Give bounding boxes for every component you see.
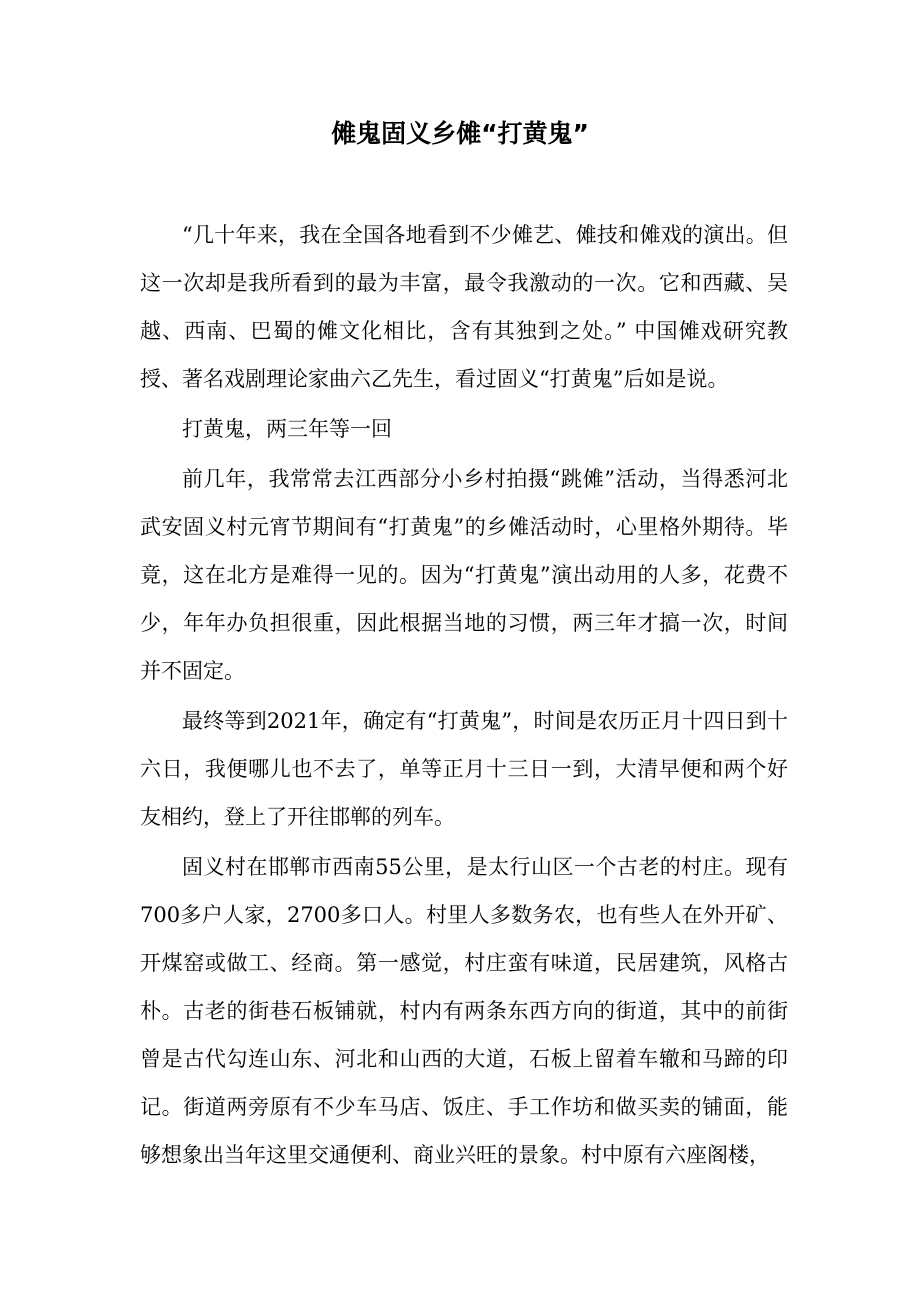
document-title: 傩鬼固义乡傩“打黄鬼” — [331, 119, 589, 148]
paragraph-village: 固义村在邯郸市西南55公里，是太行山区一个古老的村庄。现有700多户人家，2700多口人。村里人多数务农，也有些人在外开矿、开煤窑或做工、经商。第一感觉，村庄蛮有味道，民居建筑，风格古朴。古老的街巷石板铺就，村内有两条东西方向的街道，其中的前街曾是古代勾连山东、河北和山西的大道，石板上留着车辙和马蹄的印记。街道两旁原有不少车马店、饭庄、手工作坊和做买卖的铺面，能够想象出当年这里交通便利、商业兴旺的景象。村中原有六座阁楼， — [140, 855, 788, 1167]
section-heading: 打黄鬼，两三年等一回 — [182, 417, 392, 441]
paragraph-quote: “几十年来，我在全国各地看到不少傩艺、傩技和傩戏的演出。但这一次却是我所看到的最为丰富，最令我激动的一次。它和西藏、吴越、西南、巴蜀的傩文化相比，含有其独到之处。” 中国傩戏研究教授、著名戏剧理论家曲六乙先生，看过固义“打黄鬼”后如是说。 — [140, 223, 788, 391]
paragraph-journey: 最终等到2021年，确定有“打黄鬼”，时间是农历正月十四日到十六日，我便哪儿也不去了，单等正月十三日一到，大清早便和两个好友相约，登上了开往邯郸的列车。 — [140, 709, 788, 829]
paragraph-background: 前几年，我常常去江西部分小乡村拍摄“跳傩”活动，当得悉河北武安固义村元宵节期间有“打黄鬼”的乡傩活动时，心里格外期待。毕竟，这在北方是难得一见的。因为“打黄鬼”演出动用的人多，花费不少，年年办负担很重，因此根据当地的习惯，两三年才搞一次，时间并不固定。 — [140, 467, 788, 683]
document-body — [140, 211, 788, 1181]
